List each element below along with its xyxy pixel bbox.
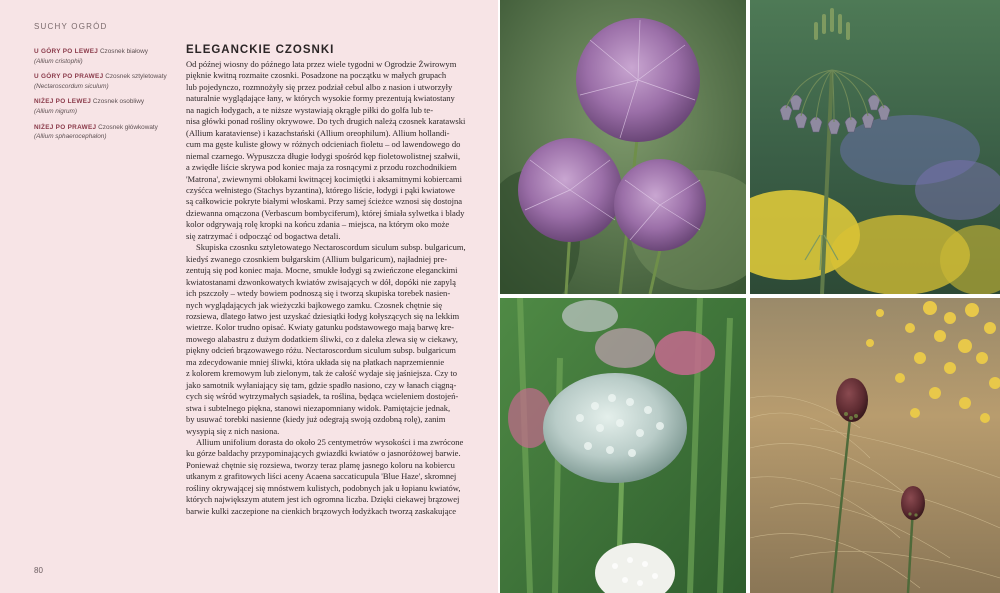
caption-position: U GÓRY PO PRAWEJ xyxy=(34,73,104,81)
caption-top-right xyxy=(34,72,174,91)
nectaroscordum-photo xyxy=(750,0,1000,294)
caption-common-name: Czosnek sztyletowaty xyxy=(105,73,167,81)
caption-latin-name: (Allium cristophii) xyxy=(34,57,83,65)
caption-position: U GÓRY PO LEWEJ xyxy=(34,48,99,55)
article-title: ELEGANCKIE CZOSNKI xyxy=(186,44,335,56)
allium-nigrum-photo xyxy=(500,298,746,593)
caption-common-name: Czosnek główkowaty xyxy=(98,123,158,131)
text-page xyxy=(0,0,498,593)
article xyxy=(186,44,476,517)
caption-latin-name: (Allium sphaerocephalon) xyxy=(34,133,107,141)
caption-latin-name: (Allium nigrum) xyxy=(34,107,77,115)
allium-sphaerocephalon-photo xyxy=(750,298,1000,593)
article-paragraph-3: Allium unifolium dorasta do około 25 centymetrów wysokości i ma zwrócone ku górze baldachy przypominających gwiazdki kwiatów o jasnoróżowej barwie. Ponieważ chętnie się rozsiewa, tworzy teraz plamę jasnego koloru na kobiercu utkanym z grafitowych liści aceny Acaena saccaticupula 'Blue Haze', skromnej rośliny okrywającej się mnóstwem kulistych, podobnych jak u łopianu kwiatów, których największym atutem jest ich ogromna liczba. Dzięki ciekawej brązowej barwie kulki zaczepione na cienkich brązowych łodyżkach tworzą zaskakujące xyxy=(186,436,464,516)
caption-position: NIŻEJ PO PRAWEJ xyxy=(34,123,97,131)
caption-position: NIŻEJ PO LEWEJ xyxy=(34,98,92,106)
caption-bottom-right xyxy=(34,123,174,142)
article-paragraph-1: Od późnej wiosny do późnego lata przez wiele tygodni w Ogrodzie Żwirowym pięknie kwitną rozmaite czosnki. Posadzone na początku w małych grupach lub pojedynczo, rozmnożyły się przez podział cebul albo z nasion i utworzyły naturalnie wyglądające łany, w których wysokie formy prezentują kwiatostany na nagich łodygach, a te niższe wystawiają okrągłe piłki do golfa lub te- nisa główki ponad rośliny okrywowe. Do tych drugich należą czosnek karatawski (Allium karataviense) i kazachstański (Allium oreophilum). Allium hollandi- cum ma gęste kuliste głowy w różnych odcieniach fioletu – od lawendowego do niemal czarnego. Wypuszcza długie łodygi spośród kęp fioletowolistnej szałwii, a zwiędłe liście skrywa pod koniec maja za rosnącymi z przodu rozchodnikiem 'Matrona', zwiewnymi obłokami kwitnącej kocimiętki i aksamitnymi kobiercami czyśćca wełnistego (Stachys byzantina), którego liście, łodygi i pąki kwiatowe są całkowicie pokryte białymi włoskami. Przy samej ścieżce wznosi się dostojna dziewanna omączona (Verbascum bombyciferum), której śmiała sylwetka i blady kolor odgrywają rolę kropki na końcu zdania – miejsca, na którym oko może się zatrzymać i odpocząć od bogactwa detali. xyxy=(186,59,466,241)
allium-cristophii-photo xyxy=(500,0,746,294)
caption-bottom-left xyxy=(34,97,174,116)
caption-top-left xyxy=(34,47,174,66)
page-number: 80 xyxy=(34,566,43,575)
caption-latin-name: (Nectaroscordum siculum) xyxy=(34,82,109,90)
photo-captions xyxy=(34,47,174,148)
running-head: SUCHY OGRÓD xyxy=(34,22,108,31)
article-paragraph-2: Skupiska czosnku sztyletowatego Nectaroscordum siculum subsp. bulgaricum, kiedyś zwanego czosnkiem bułgarskim (Allium bulgaricum), najładniej pre- zentują się pod koniec maja. Mocne, smukłe łodygi są zwieńczone eleganckimi kwiatostanami dzwonkowatych kwiatów zwisających w dół, dopóki nie zapylą ich pszczoły – wtedy bowiem podnoszą się i tworzą skupiska torebek nasien- nych wyglądających jak wieżyczki bajkowego zamku. Czosnek chętnie się rozsiewa, dlatego łatwo jest uzyskać dziesiątki łodyg kołyszących się na lekkim wietrze. Kolor trudno opisać. Kwiaty gatunku podstawowego mają barwę kre- mowego alabastru z dużym dodatkiem śliwki, co z daleka zlewa się w ciekawy, piękny odcień brązowawego różu. Nectaroscordum siculum subsp. bulgaricum ma zdecydowanie mniej śliwki, która układa się na płatkach naprzemiennie z kolorem kremowym lub zielonym, tak że całość wydaje się jaśniejsza. Czy to jako samotnik wyłaniający się tam, gdzie spadło nasiono, czy w łanach ciągną- cych się wśród wytrzymałych sąsiadek, ta roślina, będąca wcieleniem dostojeń- stwa i subtelnego piękna, stanowi niezapomniany widok. Pamiętajcie jednak, by usuwać torebki nasienne (kiedy już odegrają swoją ozdobną rolę), zanim wysypią się z nich nasiona. xyxy=(186,242,466,436)
caption-common-name: Czosnek białowy xyxy=(99,48,148,55)
caption-common-name: Czosnek osobliwy xyxy=(92,98,145,106)
